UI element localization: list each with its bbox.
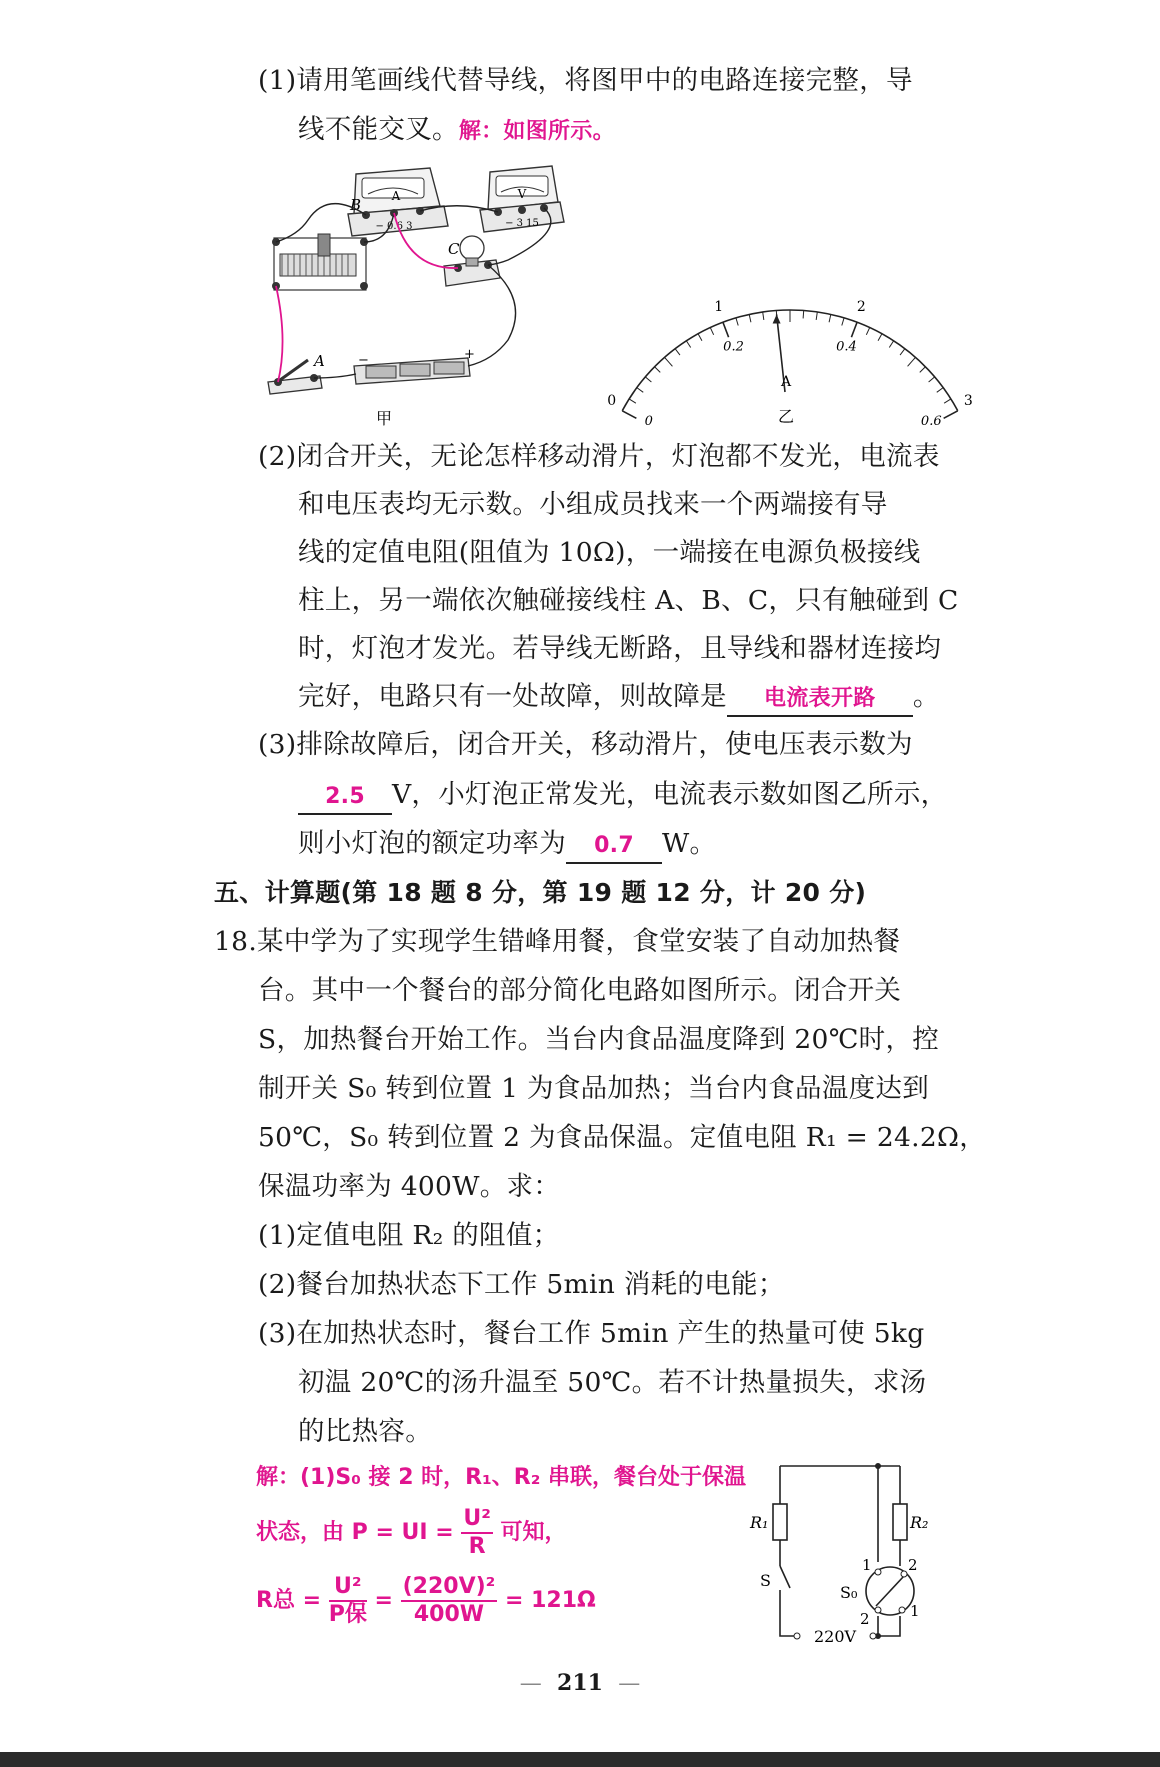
q18-solution-line1: 解：(1)S₀ 接 2 时，R₁、R₂ 串联，餐台处于保温 (256, 1465, 746, 1490)
q17-part2-line6 (298, 680, 940, 717)
dial-bottom-tick-label: 0.6 (920, 413, 942, 429)
q18-line1: 18.某中学为了实现学生错峰用餐，食堂安装了自动加热餐 (214, 926, 901, 957)
q18-solution-line2 (256, 1508, 567, 1558)
q17-part3-answer-voltage: 2.5 (298, 781, 392, 815)
q17-part1-line1: (1)请用笔画线代替导线，将图甲中的电路连接完整，导 (258, 65, 913, 96)
s0-pos2-bottom: 2 (860, 1610, 870, 1628)
dial-tick (710, 328, 713, 335)
supply-label: 220V (813, 1627, 857, 1646)
page-number (0, 1670, 1160, 1696)
fraction-u2-over-r (461, 1508, 493, 1558)
q18-solution-line3 (256, 1576, 596, 1626)
label-b: B (350, 196, 362, 214)
ammeter-letter: A (391, 189, 401, 203)
q17-part2-line2: 和电压表均无示数。小组成员找来一个两端接有导 (298, 489, 888, 520)
dial-top-tick-label: 2 (856, 298, 866, 315)
q18-line3: S，加热餐台开始工作。当台内食品温度降到 20℃时，控 (258, 1024, 940, 1055)
dial-tick (763, 312, 764, 320)
dial-top-tick-label: 1 (714, 298, 724, 315)
q17-part3-line3-text: 则小灯泡的额定功率为 (298, 828, 566, 859)
fraction-denominator: R (468, 1534, 486, 1559)
bottom-bar (0, 1752, 1160, 1767)
q17-part2-line1: (2)闭合开关，无论怎样移动滑片，灯泡都不发光，电流表 (258, 441, 940, 472)
dial-tick (749, 314, 751, 322)
q17-part2-text: 完好，电路只有一处故障，则故障是 (298, 681, 727, 712)
dial-tick (851, 322, 857, 337)
fraction-denominator: P保 (328, 1602, 367, 1627)
fraction-numerator: U² (329, 1576, 367, 1602)
q17-part3-line1: (3)排除故障后，闭合开关，移动滑片，使电压表示数为 (258, 729, 913, 760)
q17-part2-line4: 柱上，另一端依次触碰接线柱 A、B、C，只有触碰到 C (298, 585, 959, 616)
s0-pos1-bottom: 1 (910, 1602, 920, 1620)
dial-tick (920, 367, 926, 373)
dial-tick (944, 411, 958, 419)
dial-pointer-label: A (780, 374, 792, 390)
dial-tick (622, 411, 636, 419)
dial-tick (645, 377, 651, 382)
solution-lhs: R总 = (256, 1588, 322, 1613)
q18-line6: 保温功率为 400W。求： (258, 1171, 561, 1202)
dial-tick (803, 310, 804, 318)
figure-jia-caption: 甲 (375, 409, 393, 428)
dial-tick (637, 388, 643, 393)
solution-text: 状态，由 P = UI = (256, 1520, 454, 1545)
q18-line4: 制开关 S₀ 转到位置 1 为食品加热；当台内食品温度达到 (258, 1073, 930, 1104)
solution-equals: = (374, 1588, 393, 1613)
q17-part1-answer: 解：如图所示。 (458, 119, 615, 144)
dial-tick (900, 349, 905, 355)
fraction-numerator: (220V)² (401, 1576, 498, 1602)
rheostat (272, 234, 368, 290)
q17-part2-line5: 时，灯泡才发光。若导线无断路，且导线和器材连接均 (298, 633, 942, 664)
battery-plus: + (464, 347, 475, 362)
dial-tick (675, 349, 680, 355)
dial-tick (829, 314, 831, 322)
dial-tick (686, 341, 690, 348)
solution-text-end: 可知， (500, 1520, 567, 1545)
figure-yi-dial (607, 250, 973, 430)
r2-label: R₂ (910, 1513, 929, 1532)
section5-title: 五、计算题(第 18 题 8 分，第 19 题 12 分，计 20 分) (214, 878, 867, 907)
s0-pos1-top: 1 (862, 1556, 872, 1574)
dial-tick (698, 334, 702, 341)
q17-part3-line3-end: W。 (662, 828, 717, 859)
voltmeter-scale: − 3 15 (505, 218, 539, 229)
q17-part3-line3 (298, 827, 716, 864)
dial-tick (908, 357, 916, 366)
q18-sub3-line1: (3)在加热状态时，餐台工作 5min 产生的热量可使 5kg (258, 1318, 925, 1349)
fraction-u2-over-p (329, 1576, 367, 1626)
dial-top-tick-label: 3 (963, 393, 973, 410)
battery-minus: − (358, 353, 369, 368)
page-dash-right: — (618, 1671, 641, 1696)
dial-bottom-tick-label: 0.4 (836, 339, 857, 355)
fraction-numerator: U² (461, 1508, 493, 1534)
q18-sub1: (1)定值电阻 R₂ 的阻值； (258, 1220, 560, 1251)
s0-label: S₀ (840, 1583, 858, 1602)
q18-sub3-line2: 初温 20℃的汤升温至 50℃。若不计热量损失，求汤 (298, 1367, 927, 1398)
voltmeter-letter: V (517, 187, 527, 201)
figure-yi-caption: 乙 (777, 407, 795, 426)
dial-tick (944, 399, 951, 403)
dial-tick (889, 341, 893, 348)
r1-resistor (773, 1504, 787, 1540)
solution-result: = 121Ω (505, 1588, 596, 1613)
dial-bottom-tick-label: 0.2 (723, 339, 744, 355)
q17-part3-line2 (298, 778, 947, 815)
q17-part2-line3: 线的定值电阻(阻值为 10Ω)，一端接在电源负极接线 (298, 537, 921, 568)
dial-tick (816, 312, 817, 320)
figure-jia-circuit (268, 160, 578, 430)
q17-part1-text: 线不能交叉。 (298, 114, 459, 145)
dial-pointer-head (773, 314, 781, 323)
s0-pos2-top: 2 (908, 1556, 918, 1574)
dial-tick (937, 388, 943, 393)
q18-sub2: (2)餐台加热状态下工作 5min 消耗的电能； (258, 1269, 785, 1300)
dial-tick (665, 357, 673, 366)
r1-label: R₁ (750, 1513, 769, 1532)
dial-tick (878, 334, 882, 341)
dial-tick (842, 318, 844, 326)
dial-bottom-tick-label: 0 (644, 413, 653, 429)
r2-resistor (893, 1504, 907, 1540)
dial-tick (736, 318, 738, 326)
label-a: A (314, 352, 325, 370)
page-dash-left: — (519, 1671, 542, 1696)
q18-line5: 50℃，S₀ 转到位置 2 为食品保温。定值电阻 R₁ = 24.2Ω， (258, 1122, 987, 1153)
dial-top-tick-label: 0 (607, 393, 617, 410)
dial-tick (929, 377, 935, 382)
q18-sub3-line3: 的比热容。 (298, 1416, 432, 1447)
dial-tick (655, 367, 661, 373)
q17-part3-line2-text: V，小灯泡正常发光，电流表示数如图乙所示， (392, 779, 948, 810)
q17-part3-answer-power: 0.7 (566, 830, 662, 864)
q17-part2-end: 。 (912, 681, 940, 712)
switch-s-label: S (760, 1571, 771, 1590)
fraction-denominator: 400W (413, 1602, 485, 1627)
q17-part1-line2 (298, 113, 615, 149)
dial-tick (866, 328, 869, 335)
q18-line2: 台。其中一个餐台的部分简化电路如图所示。闭合开关 (258, 975, 902, 1006)
label-c: C (448, 240, 460, 258)
dial-tick (629, 399, 636, 403)
battery (354, 347, 475, 384)
dial-arc (622, 310, 958, 411)
q17-part2-answer-blank: 电流表开路 (727, 683, 913, 717)
fraction-values (401, 1576, 498, 1626)
dial-tick (723, 322, 729, 337)
ammeter-scale: − 0.6 3 (375, 221, 413, 232)
switch-s (780, 1566, 790, 1588)
page-number-value: 211 (557, 1670, 603, 1696)
q18-circuit-diagram (740, 1450, 940, 1650)
